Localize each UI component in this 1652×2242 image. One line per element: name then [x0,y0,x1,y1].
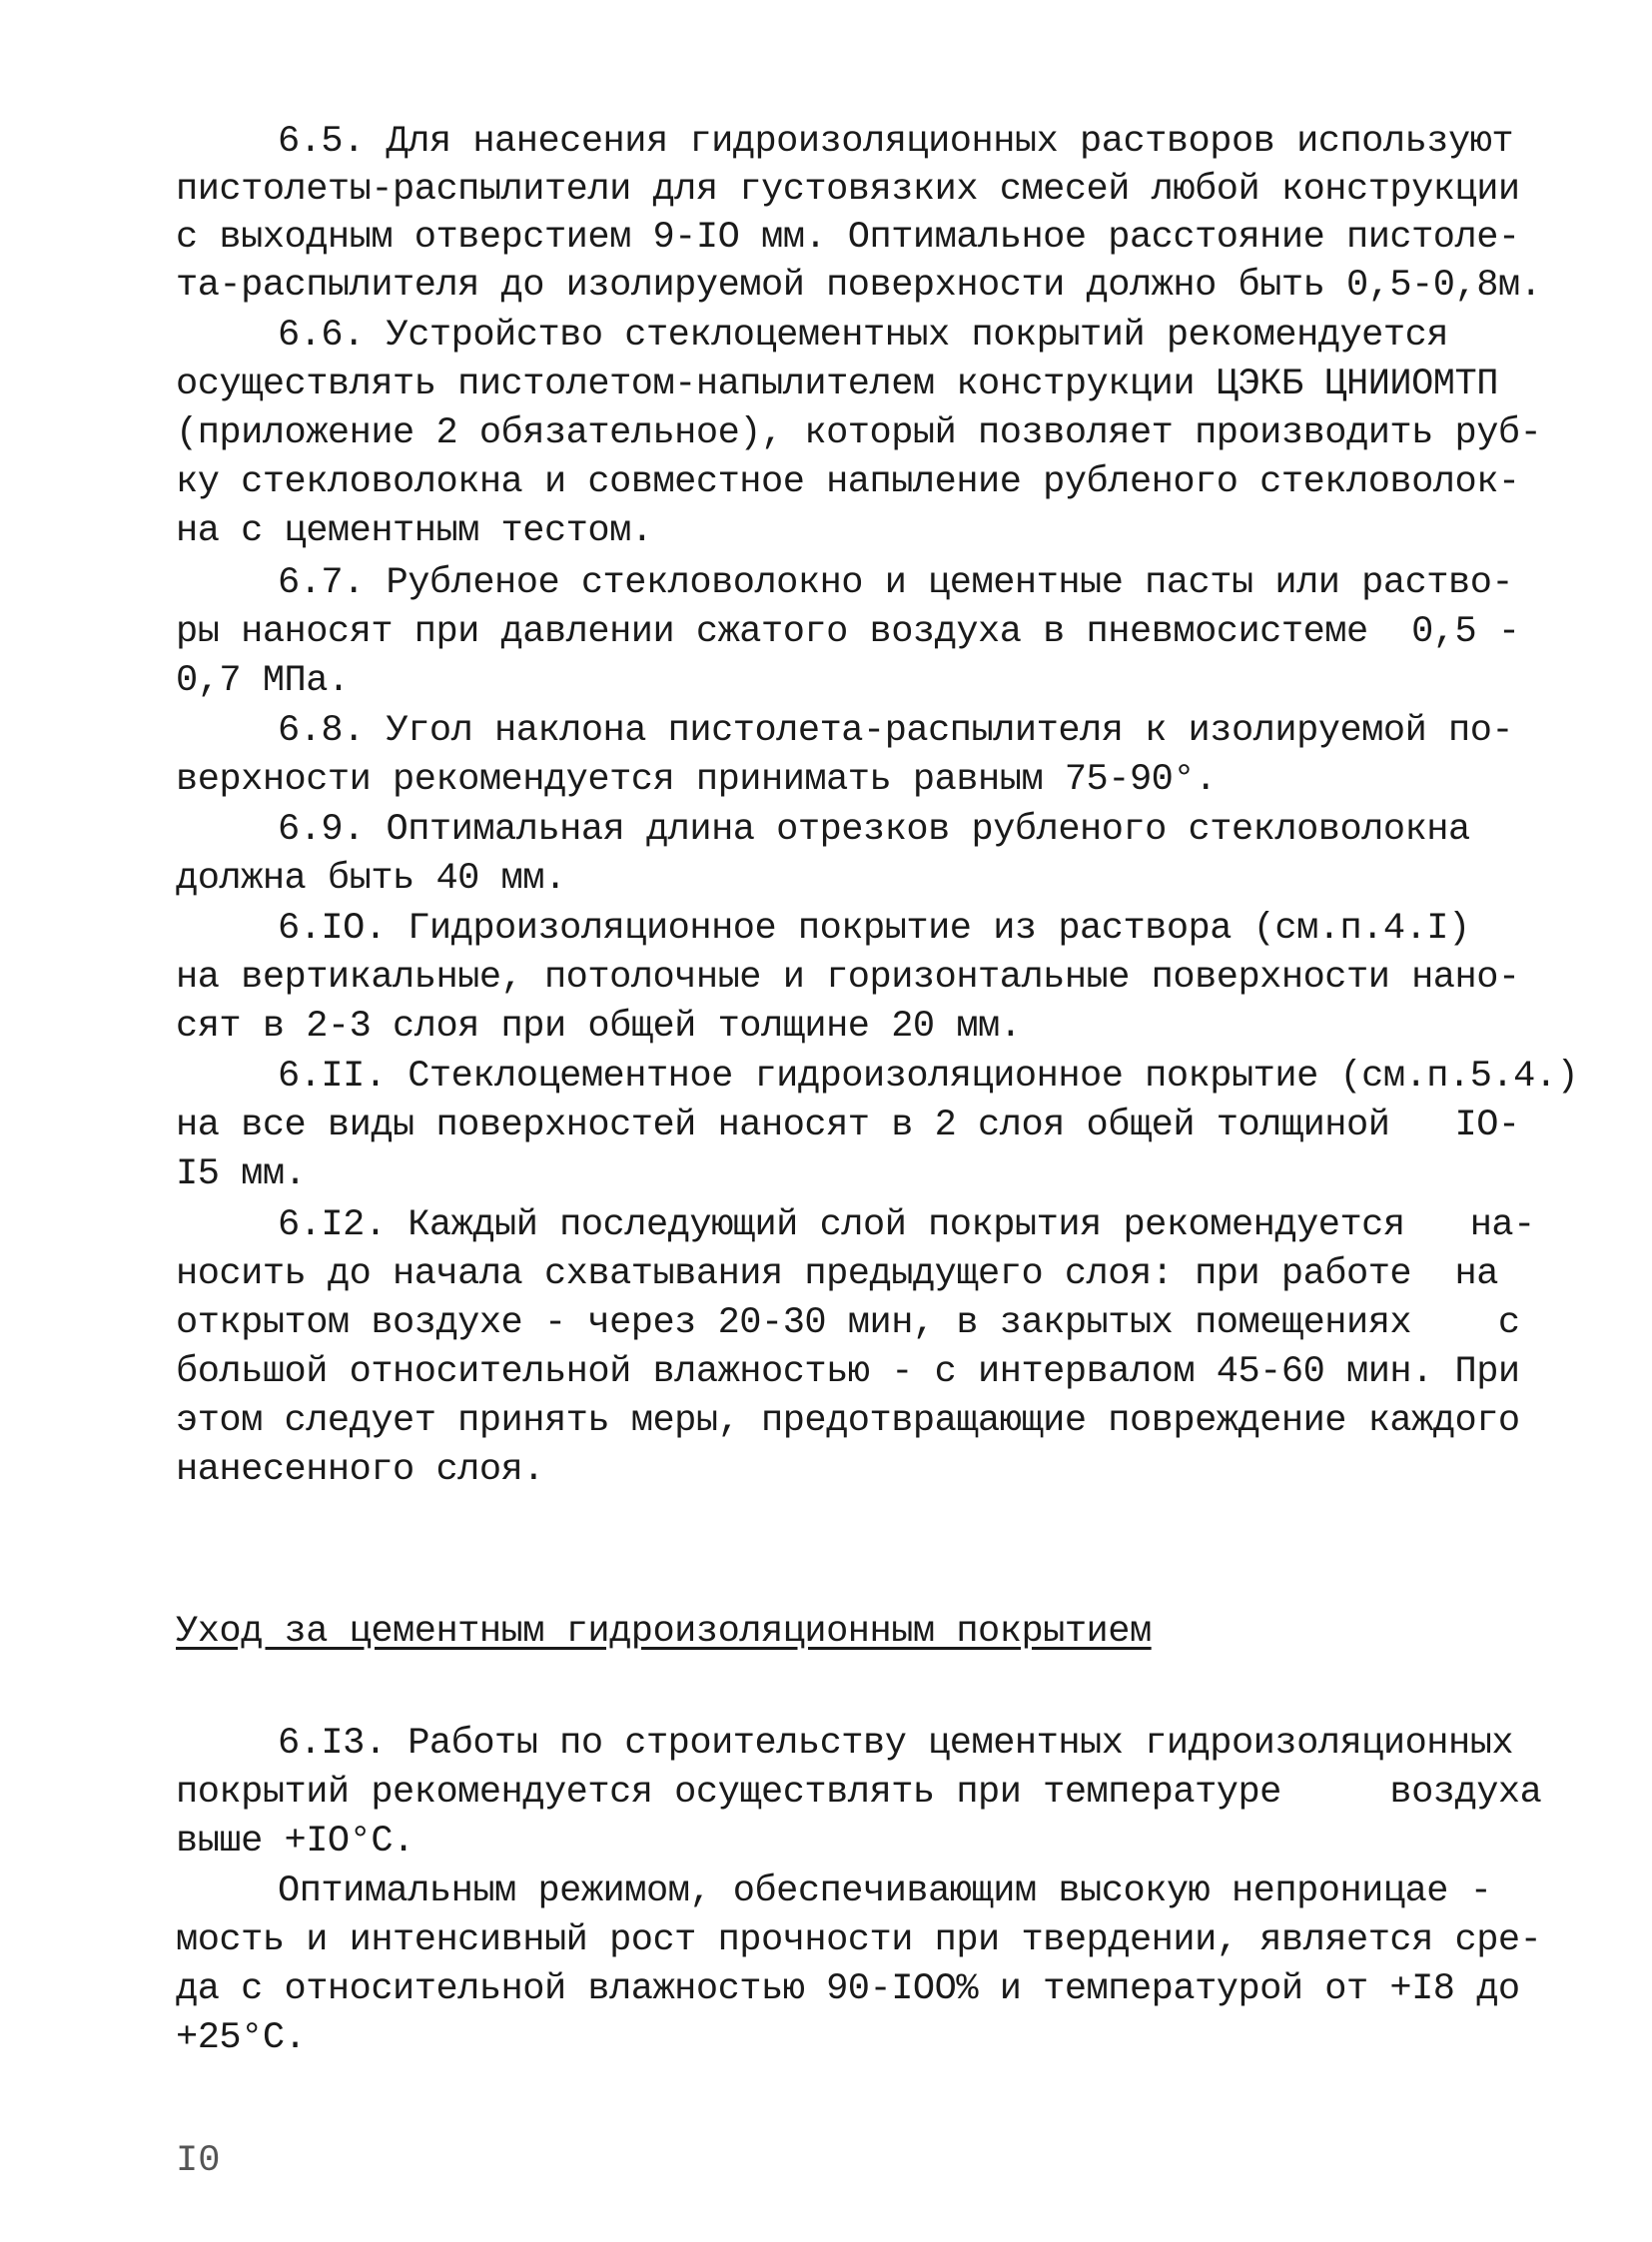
text-line: на с цементным тестом. [176,510,653,552]
text-line: большой относительной влажностью - с интервалом 45-60 мин. При [176,1351,1520,1393]
text-line: 6.II. Стеклоцементное гидроизоляционное покрытие (см.п.5.4.) [278,1056,1579,1098]
section-heading: Уход за цементным гидроизоляционным покрытием [176,1611,1152,1653]
text-line: 6.5. Для нанесения гидроизоляционных растворов используют [278,121,1514,163]
text-line: должна быть 40 мм. [176,858,566,900]
text-line: пистолеты-распылители для густовязких смесей любой конструкции [176,169,1520,211]
page-number: I0 [176,2140,221,2182]
text-line: нанесенного слоя. [176,1449,544,1491]
text-line: с выходным отверстием 9-IO мм. Оптимальное расстояние пистоле- [176,217,1520,259]
text-line: (приложение 2 обязательное), который позволяет производить руб- [176,412,1542,454]
text-line: выше +IO°С. [176,1821,414,1863]
text-line: мость и интенсивный рост прочности при твердении, является сре- [176,1919,1542,1961]
text-line: 6.IO. Гидроизоляционное покрытие из раствора (см.п.4.I) [278,908,1470,950]
text-line: на все виды поверхностей наносят в 2 слоя общей толщиной IO- [176,1105,1520,1146]
text-line: 6.I2. Каждый последующий слой покрытия рекомендуется на- [278,1204,1535,1246]
text-line: 6.I3. Работы по строительству цементных гидроизоляционных [278,1723,1514,1765]
text-line: 0,7 МПа. [176,660,350,702]
text-line: на вертикальные, потолочные и горизонтальные поверхности нано- [176,957,1520,999]
text-line: открытом воздухе - через 20-30 мин, в закрытых помещениях с [176,1302,1520,1344]
text-line: ры наносят при давлении сжатого воздуха в пневмосистеме 0,5 - [176,611,1520,653]
text-line: 6.7. Рубленое стекловолокно и цементные пасты или раство- [278,562,1514,604]
text-line: покрытий рекомендуется осуществлять при температуре воздуха [176,1772,1542,1814]
text-line: верхности рекомендуется принимать равным 75-90°. [176,759,1217,801]
text-line: 6.6. Устройство стеклоцементных покрытий рекомендуется [278,315,1448,357]
text-line: I5 мм. [176,1153,307,1195]
text-line: да с относительной влажностью 90-IOO% и температурой от +I8 до [176,1968,1520,2010]
text-line: Оптимальным режимом, обеспечивающим высокую непроницае - [278,1870,1492,1912]
text-line: носить до начала схватывания предыдущего слоя: при работе на [176,1253,1498,1295]
text-line: 6.9. Оптимальная длина отрезков рубленого стекловолокна [278,809,1470,851]
text-line: осуществлять пистолетом-напылителем конструкции ЦЭКБ ЦНИИОМТП [176,364,1498,405]
text-line: 6.8. Угол наклона пистолета-распылителя к изолируемой по- [278,710,1514,752]
text-line: ку стекловолокна и совместное напыление рубленого стекловолок- [176,461,1520,503]
text-line: сят в 2-3 слоя при общей толщине 20 мм. [176,1006,1022,1048]
text-line: +25°С. [176,2017,307,2059]
text-line: этом следует принять меры, предотвращающие повреждение каждого [176,1400,1520,1442]
text-line: та-распылителя до изолируемой поверхности должно быть 0,5-0,8м. [176,265,1542,307]
